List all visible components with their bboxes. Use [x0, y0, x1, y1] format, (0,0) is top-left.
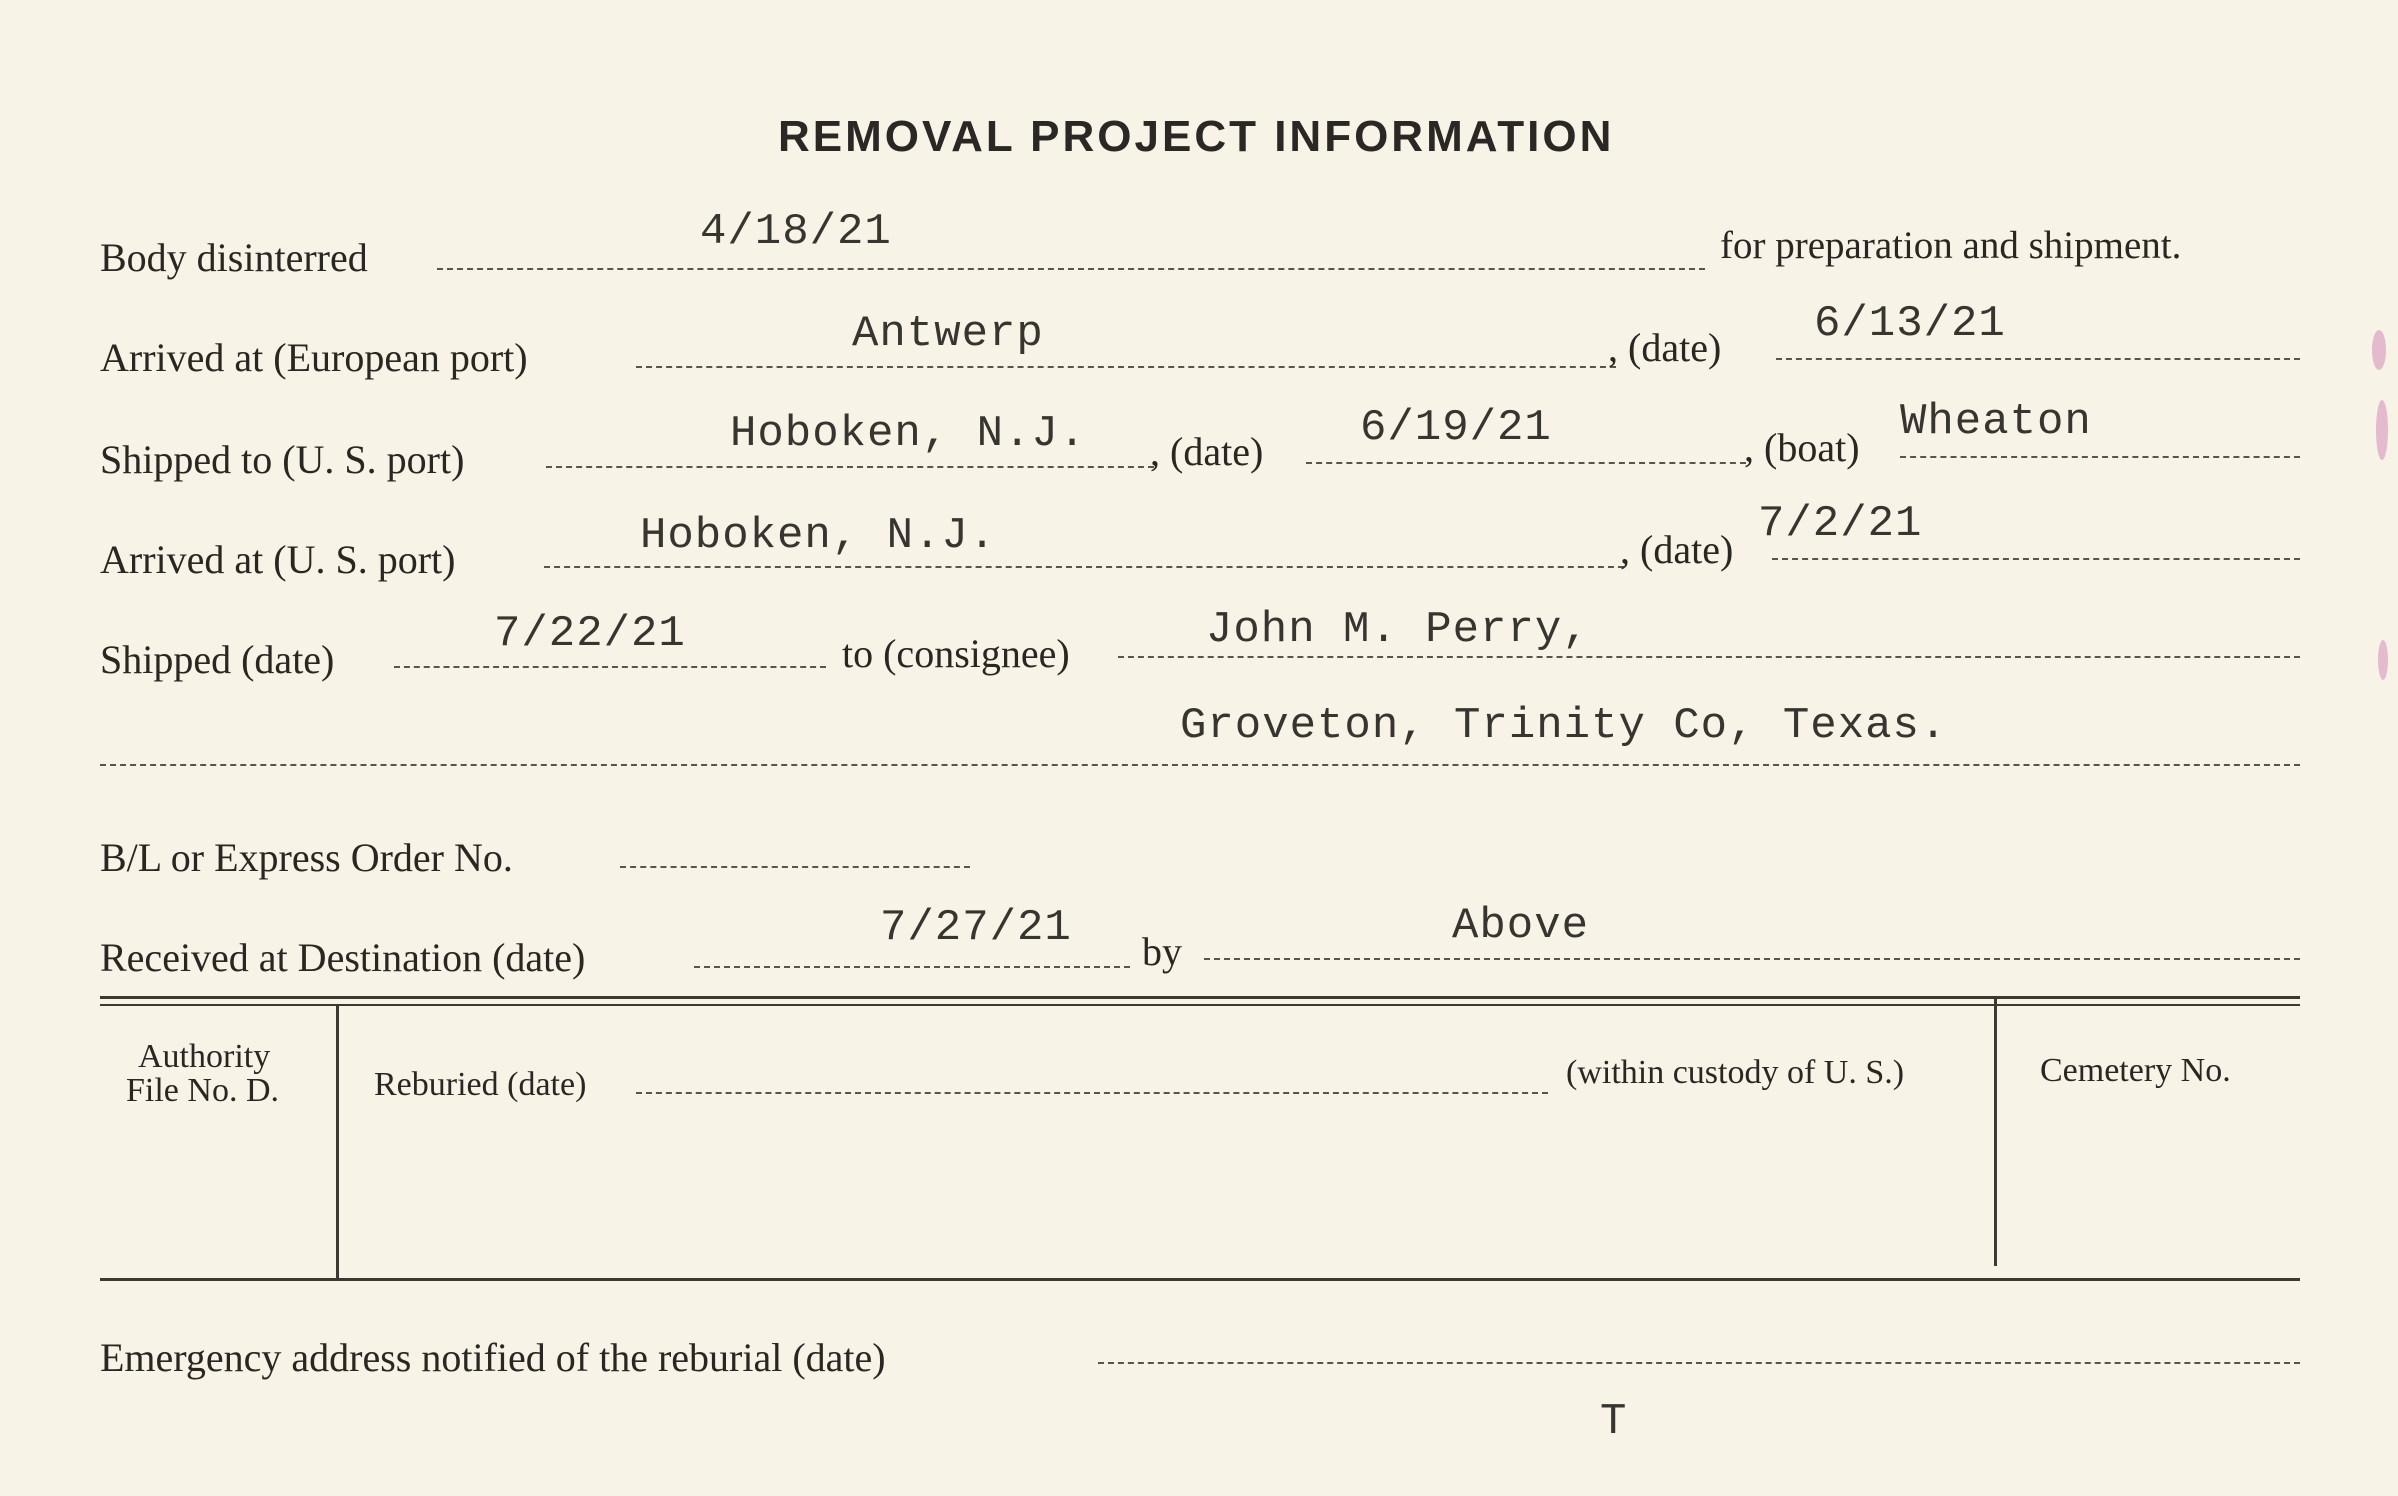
shipped-date-label: , (date) [1150, 429, 1264, 474]
preparation-suffix: for preparation and shipment. [1720, 224, 2182, 267]
consignee-label: to (consignee) [842, 631, 1070, 676]
body-disinterred-line [437, 268, 1705, 270]
footer-mark: T [1600, 1397, 1628, 1447]
european-port-value: Antwerp [852, 309, 1044, 359]
authority-label-2: File No. D. [126, 1072, 279, 1109]
boat-value: Wheaton [1900, 397, 2092, 447]
european-date-label: , (date) [1608, 325, 1722, 370]
shipped-to-label: Shipped to (U. S. port) [100, 437, 465, 482]
consignee-line-1 [1118, 656, 2300, 658]
shipped-date-line [1306, 462, 1746, 464]
column-divider-right [1994, 996, 1997, 1266]
arrived-us-date-label: , (date) [1620, 527, 1734, 572]
table-bottom-rule [100, 1278, 2300, 1281]
by-label: by [1142, 929, 1182, 974]
shipped-date-value: 6/19/21 [1360, 403, 1552, 453]
received-by-value: Above [1452, 901, 1590, 951]
consignee-line-2 [100, 764, 2300, 766]
ink-stain [2372, 330, 2386, 370]
emergency-line [1098, 1362, 2300, 1364]
shipped-port-value: Hoboken, N.J. [730, 409, 1087, 459]
received-date-line [694, 966, 1130, 968]
reburied-label: Reburied (date) [374, 1066, 587, 1103]
arrived-us-date-line [1772, 558, 2300, 560]
consignee-line2-value: Groveton, Trinity Co, Texas. [1180, 701, 1948, 751]
european-date-value: 6/13/21 [1814, 299, 2006, 349]
received-date-value: 7/27/21 [880, 903, 1072, 953]
arrived-us-date-value: 7/2/21 [1758, 499, 1923, 549]
custody-label: (within custody of U. S.) [1566, 1054, 1905, 1091]
european-port-line [636, 366, 1616, 368]
shipped-consignee-date-label: Shipped (date) [100, 637, 335, 682]
ink-stain [2378, 640, 2388, 680]
boat-label: , (boat) [1744, 425, 1860, 470]
authority-label-1: Authority [138, 1038, 271, 1075]
arrived-us-label: Arrived at (U. S. port) [100, 537, 456, 582]
received-by-line [1204, 958, 2300, 960]
body-disinterred-label: Body disinterred [100, 235, 368, 280]
consignee-line1-value: John M. Perry, [1206, 605, 1590, 655]
shipped-port-line [546, 466, 1154, 468]
cemetery-label: Cemetery No. [2040, 1052, 2231, 1089]
disinterred-date-value: 4/18/21 [700, 207, 892, 257]
boat-line [1900, 456, 2300, 458]
arrived-us-line [544, 566, 1624, 568]
table-top-rule [100, 996, 2300, 999]
emergency-label: Emergency address notified of the reburial (date) [100, 1335, 886, 1380]
arrived-european-label: Arrived at (European port) [100, 335, 528, 380]
reburied-line [636, 1092, 1548, 1094]
shipped-consignee-date-line [394, 666, 826, 668]
received-label: Received at Destination (date) [100, 935, 586, 980]
european-date-line [1776, 358, 2300, 360]
arrived-us-value: Hoboken, N.J. [640, 511, 997, 561]
bl-label: B/L or Express Order No. [100, 835, 513, 880]
column-divider-left [336, 1006, 339, 1280]
shipped-consignee-date-value: 7/22/21 [494, 609, 686, 659]
bl-line [620, 866, 970, 868]
table-top-rule-2 [100, 1004, 2300, 1006]
ink-stain [2376, 400, 2388, 460]
form-title: REMOVAL PROJECT INFORMATION [778, 112, 1615, 161]
